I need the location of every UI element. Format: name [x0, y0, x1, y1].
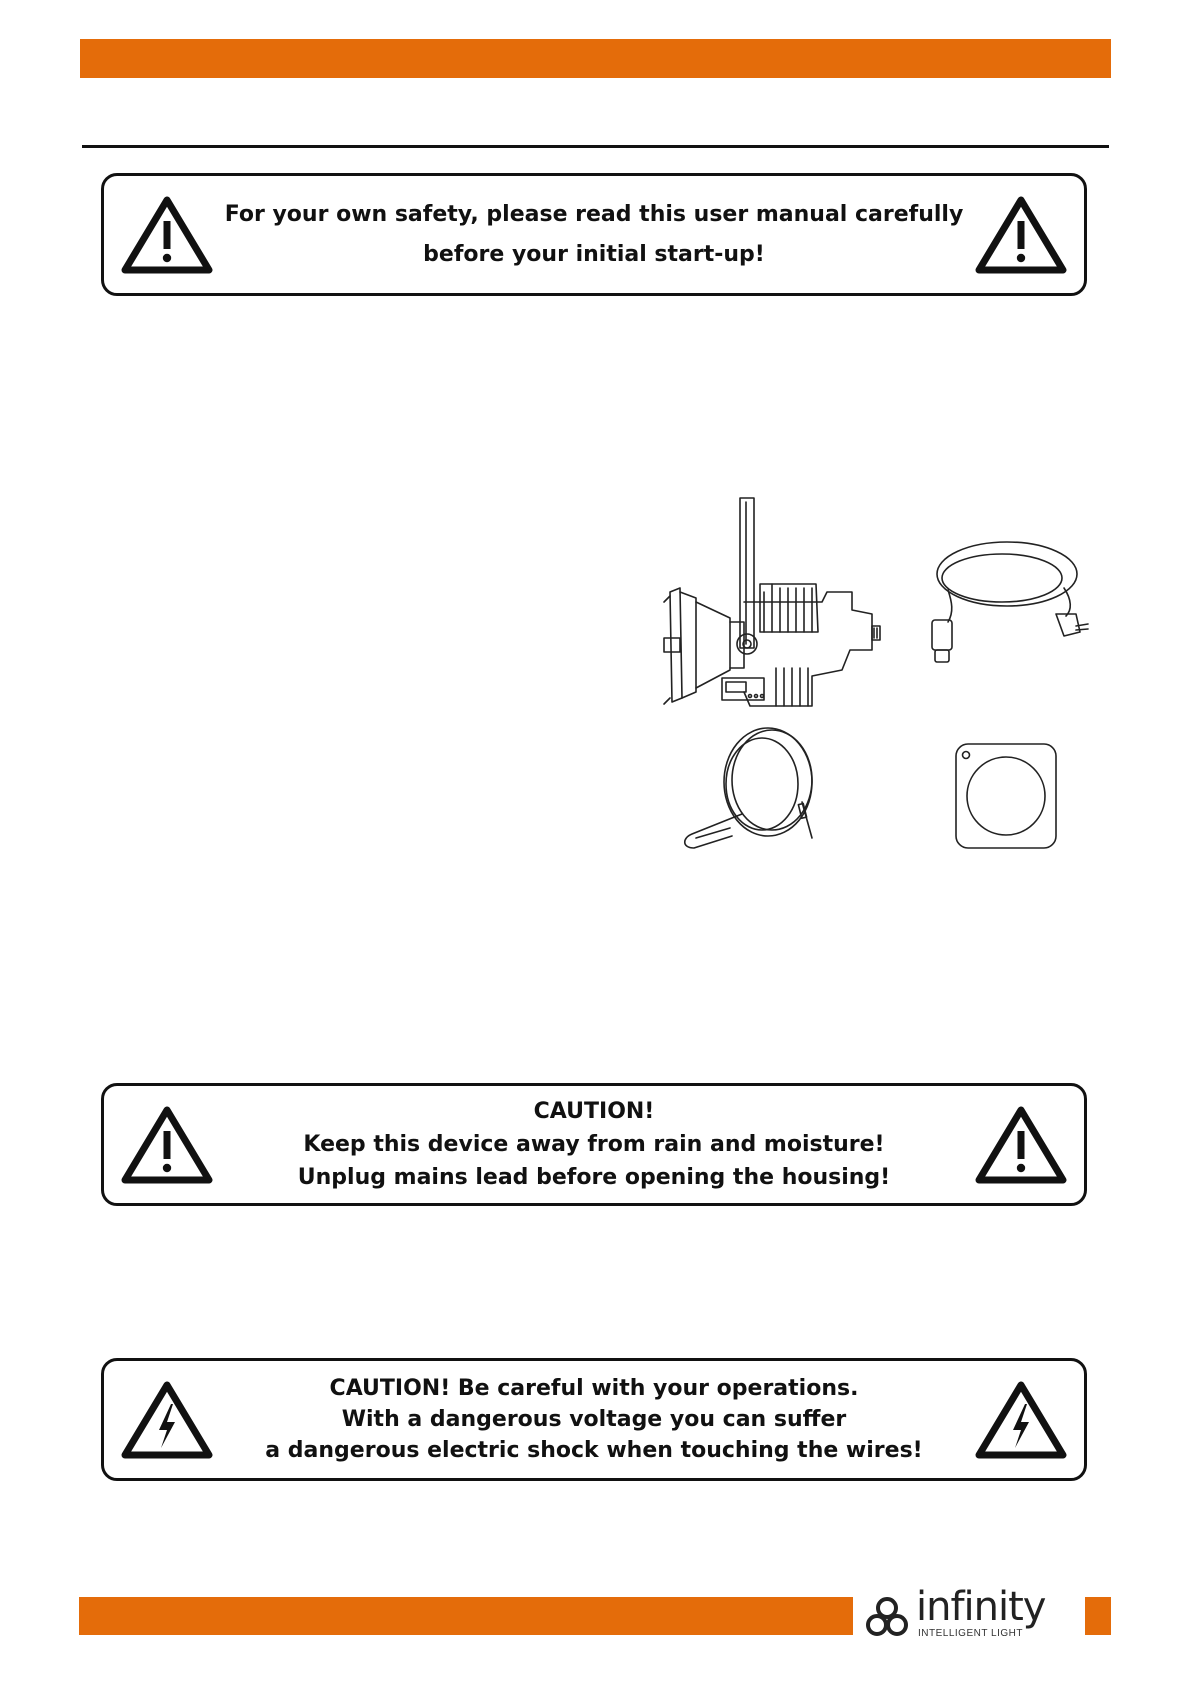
- voltage-warning-line-1: CAUTION! Be careful with your operations.: [329, 1376, 859, 1401]
- brand-name: infinity: [916, 1584, 1046, 1630]
- moisture-warning-line-1: CAUTION!: [533, 1099, 655, 1124]
- safety-warning-line-2: before your initial start-up!: [423, 241, 765, 267]
- voltage-warning-line-2: With a dangerous voltage you can suffer: [341, 1407, 847, 1432]
- moisture-warning-text: [224, 1086, 964, 1203]
- warning-exclamation-icon: [975, 195, 1067, 275]
- high-voltage-icon: [121, 1380, 213, 1460]
- infinity-knot-icon: [864, 1594, 910, 1640]
- high-voltage-icon: [975, 1380, 1067, 1460]
- voltage-warning-box: [101, 1358, 1087, 1481]
- warning-exclamation-icon: [121, 195, 213, 275]
- power-cable-drawing: [932, 542, 1088, 662]
- moisture-warning-line-2: Keep this device away from rain and moisture!: [303, 1132, 885, 1157]
- safety-warning-box: [101, 173, 1087, 296]
- filter-frame-drawing: [956, 744, 1056, 848]
- safety-warning-text: [224, 176, 964, 293]
- brand-tagline: INTELLIGENT LIGHT: [918, 1628, 1024, 1639]
- header-bar: [80, 39, 1111, 78]
- package-contents-illustration: [652, 492, 1092, 854]
- header-rule: [82, 145, 1109, 148]
- footer-bar: [79, 1597, 853, 1635]
- safety-cable-drawing: [685, 728, 812, 848]
- safety-warning-line-1: For your own safety, please read this user manual carefully: [224, 201, 964, 227]
- moisture-warning-line-3: Unplug mains lead before opening the housing!: [297, 1165, 891, 1190]
- voltage-warning-text: [224, 1361, 964, 1478]
- brand-logo: [864, 1584, 1082, 1642]
- warning-exclamation-icon: [975, 1105, 1067, 1185]
- footer-bar-end: [1085, 1597, 1111, 1635]
- spotlight-fixture-drawing: [664, 498, 880, 706]
- warning-exclamation-icon: [121, 1105, 213, 1185]
- moisture-warning-box: [101, 1083, 1087, 1206]
- voltage-warning-line-3: a dangerous electric shock when touching the wires!: [265, 1438, 923, 1463]
